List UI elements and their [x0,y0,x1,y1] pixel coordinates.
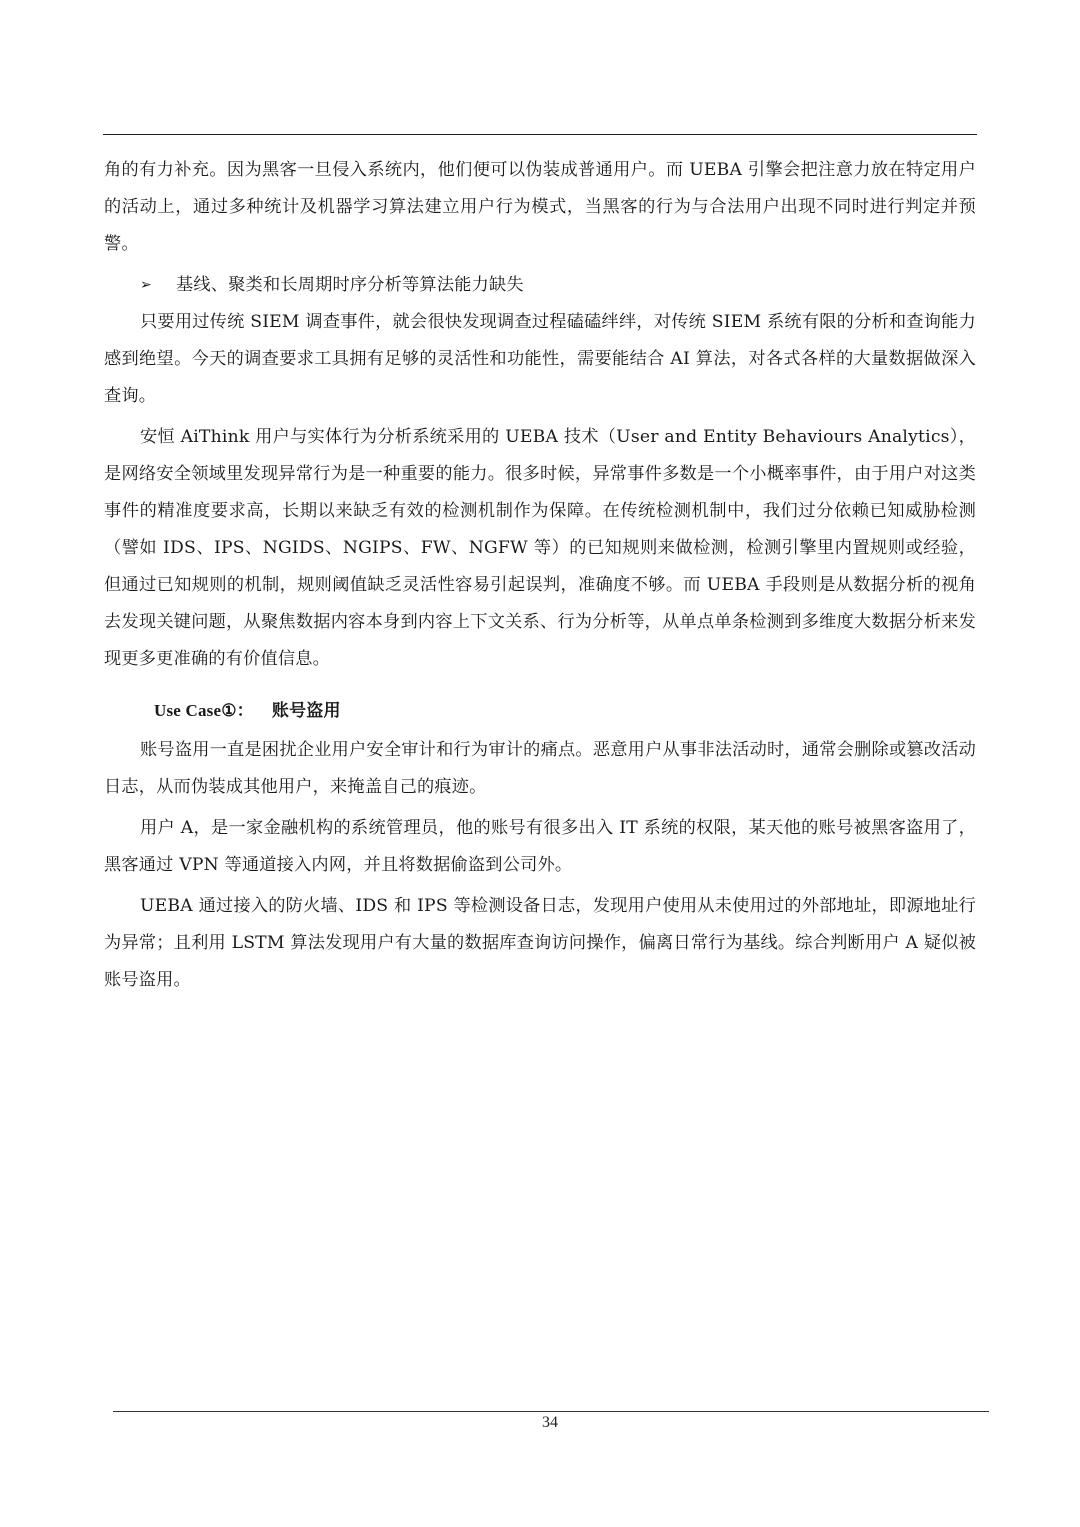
arrow-bullet-icon: ➢ [140,277,152,293]
use-case-label: Use Case①： [154,701,254,720]
page-number: 34 [542,1414,558,1431]
bullet-item [104,267,976,304]
footer-rule [113,1411,989,1412]
paragraph-account-theft: 账号盗用一直是困扰企业用户安全审计和行为审计的痛点。恶意用户从事非法活动时，通常会删除或篡改活动日志，从而伪装成其他用户，来掩盖自己的痕迹。 [104,740,976,797]
header-rule [103,134,977,135]
paragraph-continuation: 角的有力补充。因为黑客一旦侵入系统内，他们便可以伪装成普通用户。而 UEBA 引擎会把注意力放在特定用户的活动上，通过多种统计及机器学习算法建立用户行为模式，当黑客的行为与合法用户出现不同时进行判定并预警。 [104,160,976,254]
use-case-title: 账号盗用 [271,701,341,721]
paragraph-aithink: 安恒 AiThink 用户与实体行为分析系统采用的 UEBA 技术（User and Entity Behaviours Analytics），是网络安全领域里发现异常行为是一种重要的能力。很多时候，异常事件多数是一个小概率事件，由于用户对这类事件的精准度要求高，长期以来缺乏有效的检测机制作为保障。在传统检测机制中，我们过分依赖已知威胁检测（譬如 IDS、IPS、NGIDS、NGIPS、FW、NGFW 等）的已知规则来做检测，检测引擎里内置规则或经验，但通过已知规则的机制，规则阈值缺乏灵活性容易引起误判，准确度不够。而 UEBA 手段则是从数据分析的视角去发现关键问题，从聚焦数据内容本身到内容上下文关系、行为分析等，从单点单条检测到多维度大数据分析来发现更多更准确的有价值信息。 [104,427,976,669]
paragraph-siem: 只要用过传统 SIEM 调查事件，就会很快发现调查过程磕磕绊绊，对传统 SIEM 系统有限的分析和查询能力感到绝望。今天的调查要求工具拥有足够的灵活性和功能性，需要能结合 AI 算法，对各式各样的大量数据做深入查询。 [104,312,976,406]
use-case-heading [104,692,976,730]
bullet-text: 基线、聚类和长周期时序分析等算法能力缺失 [176,275,524,295]
paragraph-user-a: 用户 A，是一家金融机构的系统管理员，他的账号有很多出入 IT 系统的权限，某天他的账号被黑客盗用了，黑客通过 VPN 等通道接入内网，并且将数据偷盗到公司外。 [104,818,976,875]
document-body [104,152,976,999]
paragraph-ueba-detection: UEBA 通过接入的防火墙、IDS 和 IPS 等检测设备日志，发现用户使用从未使用过的外部地址，即源地址行为异常；且利用 LSTM 算法发现用户有大量的数据库查询访问操作，偏离日常行为基线。综合判断用户 A 疑似被账号盗用。 [104,896,976,990]
